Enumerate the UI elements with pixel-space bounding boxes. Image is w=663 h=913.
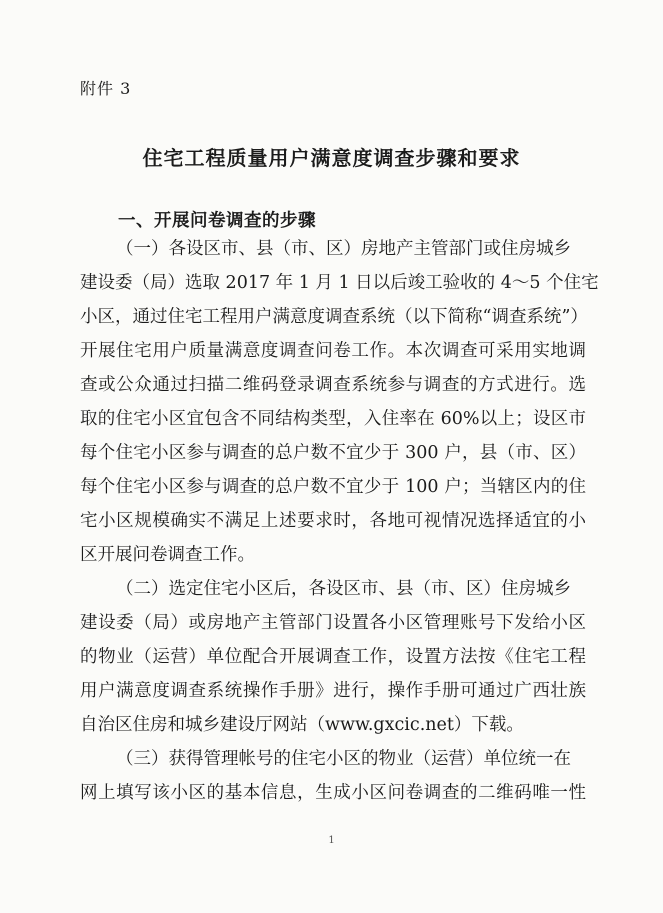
paragraph-line: 自治区住房和城乡建设厅网站（www.gxcic.net）下载。: [80, 715, 524, 735]
paragraph-line: 每个住宅小区参与调查的总户数不宜少于 100 户；当辖区内的住: [80, 477, 586, 497]
paragraph-line: 的物业（运营）单位配合开展调查工作，设置方法按《住宅工程: [80, 647, 586, 667]
paragraph-line: 区开展问卷调查工作。: [80, 545, 255, 565]
paragraph-line: （三）获得管理帐号的住宅小区的物业（运营）单位统一在: [116, 749, 571, 769]
page-number: 1: [328, 835, 335, 846]
paragraph-line: （二）选定住宅小区后，各设区市、县（市、区）住房城乡: [116, 579, 571, 599]
section-heading: 一、开展问卷调查的步骤: [118, 211, 316, 231]
paragraph-line: （一）各设区市、县（市、区）房地产主管部门或住房城乡: [116, 239, 571, 259]
paragraph-line: 查或公众通过扫描二维码登录调查系统参与调查的方式进行。选: [80, 375, 586, 395]
paragraph-line: 取的住宅小区宜包含不同结构类型，入住率在 60%以上；设区市: [80, 409, 586, 429]
paragraph-line: 建设委（局）或房地产主管部门设置各小区管理账号下发给小区: [80, 613, 586, 633]
paragraph-line: 每个住宅小区参与调查的总户数不宜少于 300 户，县（市、区）: [80, 443, 586, 463]
paragraph-line: 宅小区规模确实不满足上述要求时，各地可视情况选择适宜的小: [80, 511, 586, 531]
paragraph-line: 用户满意度调查系统操作手册》进行，操作手册可通过广西壮族: [80, 681, 586, 701]
paragraph-line: 建设委（局）选取 2017 年 1 月 1 日以后竣工验收的 4～5 个住宅: [80, 273, 599, 293]
document-title: 住宅工程质量用户满意度调查步骤和要求: [142, 146, 521, 170]
paragraph-line: 开展住宅用户质量满意度调查问卷工作。本次调查可采用实地调: [80, 341, 586, 361]
paragraph-line: 网上填写该小区的基本信息，生成小区问卷调查的二维码唯一性: [80, 783, 586, 803]
paragraph-line: 小区，通过住宅工程用户满意度调查系统（以下简称“调查系统”）: [80, 307, 588, 327]
attachment-label: 附件 3: [80, 79, 132, 98]
